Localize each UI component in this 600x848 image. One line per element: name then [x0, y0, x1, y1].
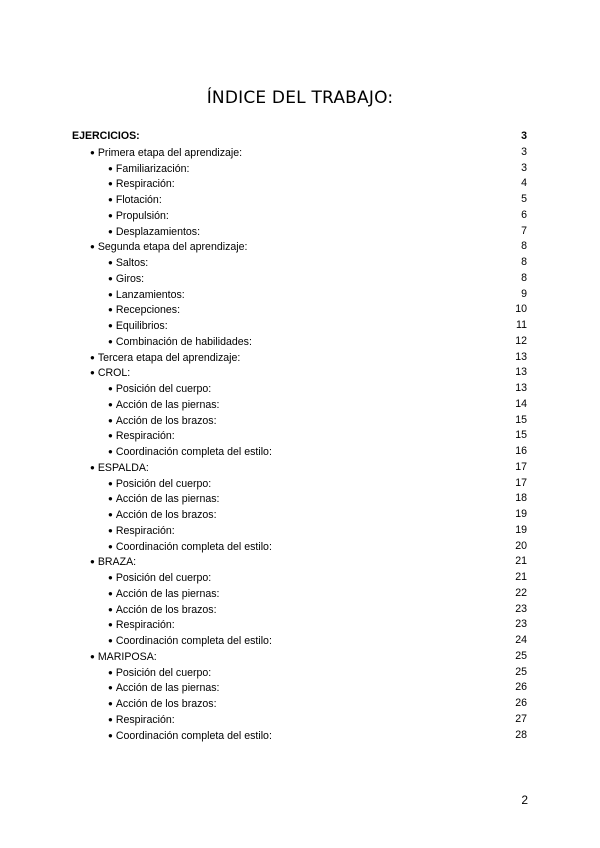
toc-entry[interactable] — [72, 602, 527, 618]
toc-entry-page: 7 — [521, 224, 527, 237]
toc-entry-label — [72, 665, 211, 681]
toc-entry[interactable] — [72, 696, 527, 712]
toc-entry-text: Posición del cuerpo: — [115, 383, 212, 395]
toc-entry-label — [72, 381, 211, 397]
toc-entry-text: CROL: — [97, 367, 131, 380]
toc-entry-text: Coordinación completa del estilo: — [115, 729, 272, 742]
toc-entry-label — [72, 554, 136, 570]
toc-entry-label — [72, 696, 217, 712]
bullet-icon: ● — [90, 557, 95, 567]
toc-entry-page: 13 — [515, 382, 527, 394]
toc-entry-text: Acción de las piernas: — [115, 682, 220, 695]
toc-entry-page: 8 — [521, 240, 527, 253]
toc-entry-text: Acción de las piernas: — [115, 398, 220, 411]
toc-entry-text: Recepciones: — [115, 304, 181, 317]
toc-entry-label — [72, 145, 242, 161]
toc-entry-page: 19 — [515, 508, 527, 520]
toc-entry-label — [72, 255, 148, 271]
toc-entry[interactable] — [72, 523, 527, 539]
toc-entry-label — [72, 539, 272, 555]
toc-entry-label — [72, 460, 149, 476]
toc-entry-label — [72, 680, 220, 696]
toc-entry[interactable] — [72, 428, 527, 444]
toc-entry[interactable] — [72, 287, 527, 303]
toc-entry-page: 19 — [515, 523, 527, 536]
toc-entry-page: 24 — [515, 634, 527, 646]
toc-entry-text: Familiarización: — [115, 162, 190, 175]
toc-entry-text: Posición del cuerpo: — [115, 572, 212, 584]
toc-entry-label — [72, 350, 240, 366]
toc-entry-label — [72, 318, 168, 334]
toc-entry-page: 21 — [515, 555, 527, 568]
toc-entry[interactable] — [72, 224, 527, 240]
toc-entry-page: 8 — [521, 256, 527, 268]
toc-entry-text: Combinación de habilidades: — [115, 335, 252, 348]
toc-entry[interactable] — [72, 397, 527, 413]
bullet-icon: ● — [108, 636, 113, 645]
bullet-icon: ● — [90, 147, 95, 157]
toc-entry[interactable] — [72, 712, 527, 728]
toc-entry[interactable] — [72, 633, 527, 649]
toc-entry-text: ESPALDA: — [97, 461, 149, 474]
toc-entry[interactable] — [72, 649, 527, 665]
toc-entry-page: 13 — [515, 350, 527, 363]
toc-entry[interactable] — [72, 570, 527, 586]
bullet-icon: ● — [108, 289, 113, 299]
toc-entry-label — [72, 570, 211, 586]
toc-entry-label — [72, 176, 175, 192]
toc-entry-label — [72, 397, 220, 413]
toc-entry-page: 18 — [515, 492, 527, 505]
toc-entry-text: Primera etapa del aprendizaje: — [97, 146, 243, 159]
toc-entry-page: 25 — [515, 665, 527, 678]
toc-entry-page: 3 — [521, 130, 527, 142]
toc-entry-page: 21 — [515, 571, 527, 583]
toc-entry-text: Posición del cuerpo: — [115, 477, 212, 490]
toc-entry-text: Respiración: — [115, 619, 175, 632]
bullet-icon: ● — [108, 588, 113, 598]
toc-entry-page: 15 — [515, 413, 527, 426]
toc-entry-text: Acción de los brazos: — [115, 509, 217, 521]
toc-entry[interactable] — [72, 491, 527, 507]
bullet-icon: ● — [108, 305, 113, 315]
toc-entry[interactable] — [72, 192, 527, 208]
toc-entry-page: 10 — [515, 303, 527, 316]
bullet-icon: ● — [108, 699, 113, 708]
bullet-icon: ● — [108, 478, 113, 488]
toc-entry-label — [72, 633, 272, 649]
toc-entry[interactable] — [72, 617, 527, 633]
toc-entry-page: 26 — [515, 681, 527, 694]
toc-entry[interactable] — [72, 444, 527, 460]
bullet-icon: ● — [108, 258, 113, 267]
toc-entry-label — [72, 507, 217, 523]
toc-entry-label — [72, 239, 247, 255]
toc-entry-page: 23 — [515, 618, 527, 631]
toc-entry-text: Coordinación completa del estilo: — [115, 446, 272, 458]
bullet-icon: ● — [108, 510, 113, 519]
bullet-icon: ● — [108, 604, 113, 614]
bullet-icon: ● — [108, 210, 113, 220]
table-of-contents — [72, 129, 527, 743]
toc-entry-label — [72, 224, 200, 240]
bullet-icon: ● — [108, 163, 113, 173]
toc-entry[interactable] — [72, 554, 527, 570]
toc-entry-label — [72, 428, 175, 444]
bullet-icon: ● — [108, 447, 113, 456]
toc-entry-label — [72, 271, 144, 287]
toc-entry-page: 15 — [515, 429, 527, 442]
toc-entry-page: 4 — [521, 177, 527, 190]
toc-entry[interactable] — [72, 145, 527, 161]
toc-entry[interactable] — [72, 129, 527, 145]
bullet-icon: ● — [108, 525, 113, 535]
bullet-icon: ● — [90, 352, 95, 362]
bullet-icon: ● — [108, 431, 113, 441]
toc-entry[interactable] — [72, 350, 527, 366]
toc-entry[interactable] — [72, 239, 527, 255]
bullet-icon: ● — [108, 620, 113, 630]
toc-entry-text: Acción de los brazos: — [115, 603, 217, 616]
page-title: ÍNDICE DEL TRABAJO: — [206, 88, 394, 108]
bullet-icon: ● — [108, 384, 113, 393]
toc-entry-text: Coordinación completa del estilo: — [115, 635, 272, 647]
toc-entry[interactable] — [72, 302, 527, 318]
toc-entry-text: Desplazamientos: — [115, 225, 201, 238]
toc-entry-text: Giros: — [115, 272, 145, 285]
toc-entry-label — [72, 649, 157, 665]
toc-entry-page: 23 — [515, 602, 527, 615]
toc-entry-text: Acción de las piernas: — [115, 587, 220, 600]
toc-entry[interactable] — [72, 460, 527, 476]
toc-entry-text: BRAZA: — [97, 556, 137, 569]
toc-entry-label — [72, 602, 217, 618]
toc-entry-page: 14 — [515, 397, 527, 410]
toc-entry[interactable] — [72, 208, 527, 224]
toc-entry-page: 9 — [521, 287, 527, 300]
bullet-icon: ● — [108, 541, 113, 551]
toc-entry-text: Respiración: — [115, 713, 175, 726]
toc-entry-text: Posición del cuerpo: — [115, 666, 212, 679]
toc-entry[interactable] — [72, 176, 527, 192]
toc-entry-text: Equilibrios: — [115, 320, 168, 332]
toc-entry-text: Acción de las piernas: — [115, 493, 220, 506]
toc-entry-page: 16 — [515, 445, 527, 457]
toc-entry-label — [72, 712, 175, 728]
toc-entry-page: 13 — [515, 366, 527, 379]
bullet-icon: ● — [90, 651, 95, 661]
toc-entry[interactable] — [72, 255, 527, 271]
toc-entry[interactable] — [72, 381, 527, 397]
toc-entry[interactable] — [72, 586, 527, 602]
toc-entry-label — [72, 444, 272, 460]
toc-entry-text: Respiración: — [115, 178, 175, 191]
toc-entry-page: 17 — [515, 476, 527, 489]
bullet-icon: ● — [108, 273, 113, 283]
toc-entry-label — [72, 365, 130, 381]
toc-entry-page: 3 — [521, 145, 527, 158]
toc-entry-page: 5 — [521, 193, 527, 205]
bullet-icon: ● — [108, 415, 113, 425]
bullet-icon: ● — [90, 462, 95, 472]
bullet-icon: ● — [90, 242, 95, 252]
toc-entry[interactable] — [72, 507, 527, 523]
toc-entry[interactable] — [72, 318, 527, 334]
toc-entry-page: 6 — [521, 208, 527, 221]
toc-entry-page: 20 — [515, 539, 527, 552]
toc-entry-label — [72, 476, 211, 492]
toc-entry-label — [72, 161, 189, 177]
toc-entry-text: Coordinación completa del estilo: — [115, 540, 272, 553]
toc-entry[interactable] — [72, 161, 527, 177]
bullet-icon: ● — [90, 368, 95, 378]
toc-entry-page: 11 — [516, 319, 527, 331]
toc-entry-label — [72, 208, 169, 224]
toc-entry-label — [72, 192, 162, 208]
toc-entry-label — [72, 728, 272, 744]
toc-entry-text: MARIPOSA: — [97, 650, 157, 663]
toc-entry-label — [72, 586, 220, 602]
toc-entry[interactable] — [72, 476, 527, 492]
toc-entry-text: Lanzamientos: — [115, 288, 185, 301]
toc-entry-text: EJERCICIOS: — [72, 130, 140, 142]
toc-entry[interactable] — [72, 680, 527, 696]
toc-entry-text: Propulsión: — [115, 209, 169, 222]
toc-entry-page: 3 — [521, 161, 527, 174]
toc-entry[interactable] — [72, 365, 527, 381]
bullet-icon: ● — [108, 730, 113, 740]
toc-entry-page: 12 — [515, 334, 527, 347]
toc-entry[interactable] — [72, 413, 527, 429]
bullet-icon: ● — [108, 195, 113, 204]
toc-entry-text: Tercera etapa del aprendizaje: — [97, 351, 241, 364]
bullet-icon: ● — [108, 714, 113, 724]
toc-entry[interactable] — [72, 665, 527, 681]
toc-entry-page: 8 — [521, 271, 527, 284]
toc-entry-text: Segunda etapa del aprendizaje: — [97, 241, 248, 254]
toc-entry-page: 27 — [515, 712, 527, 725]
toc-entry-page: 26 — [515, 697, 527, 709]
toc-entry-page: 28 — [515, 728, 527, 741]
toc-entry-page: 22 — [515, 586, 527, 599]
page-number: 2 — [521, 793, 528, 807]
bullet-icon: ● — [108, 336, 113, 346]
toc-entry-text: Saltos: — [115, 257, 149, 269]
bullet-icon: ● — [108, 573, 113, 582]
toc-entry-label — [72, 129, 140, 145]
bullet-icon: ● — [108, 683, 113, 693]
bullet-icon: ● — [108, 179, 113, 189]
toc-entry-label — [72, 302, 180, 318]
toc-entry-label — [72, 334, 252, 350]
toc-entry-label — [72, 617, 175, 633]
bullet-icon: ● — [108, 321, 113, 330]
bullet-icon: ● — [108, 494, 113, 504]
toc-entry-page: 25 — [515, 649, 527, 662]
toc-entry-text: Respiración: — [115, 430, 175, 443]
toc-entry-label — [72, 413, 217, 429]
toc-entry-text: Acción de los brazos: — [115, 414, 217, 427]
toc-entry[interactable] — [72, 334, 527, 350]
toc-entry-text: Flotación: — [115, 194, 162, 206]
toc-entry[interactable] — [72, 271, 527, 287]
toc-entry[interactable] — [72, 728, 527, 744]
toc-entry-text: Acción de los brazos: — [115, 698, 217, 710]
toc-entry-label — [72, 523, 175, 539]
bullet-icon: ● — [108, 226, 113, 236]
bullet-icon: ● — [108, 399, 113, 409]
toc-entry-page: 17 — [515, 460, 527, 473]
toc-entry-label — [72, 491, 220, 507]
toc-entry[interactable] — [72, 539, 527, 555]
toc-entry-text: Respiración: — [115, 524, 175, 537]
bullet-icon: ● — [108, 667, 113, 677]
toc-entry-label — [72, 287, 185, 303]
